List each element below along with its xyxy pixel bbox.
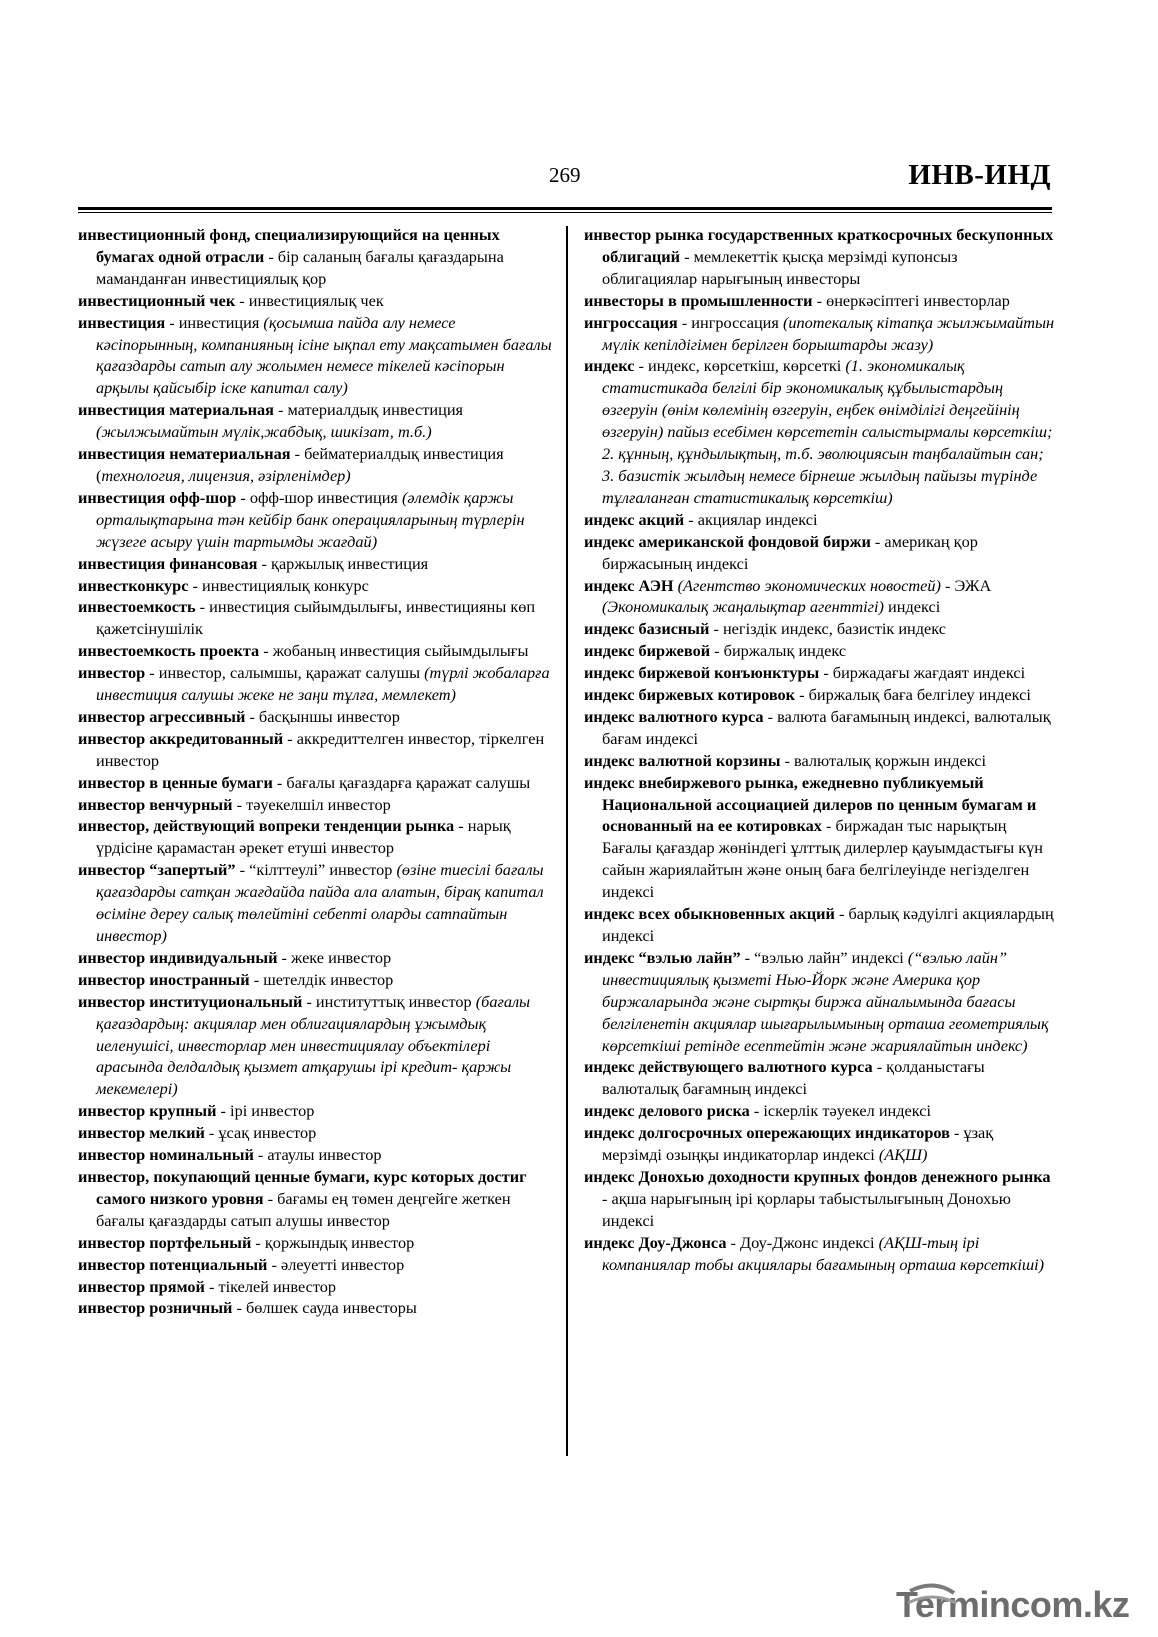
entry-definition: - бөлшек сауда инвесторы: [232, 1298, 417, 1318]
entry-definition: - мемлекеттік қысқа мерзімді купонсыз облигациялар нарығының инвесторы: [602, 246, 958, 288]
dictionary-entry: [78, 706, 553, 728]
entry-note: (“вэлью лайн” инвестициялық қызметі Нью-Йорк және Америка қор биржаларында және сыртқы биржа айналымында бағасы белгіленетін акциялар шығарылымының орташа геометриялық көрсеткіші ретінде есептейтін және жариялайтын индекс): [602, 947, 1049, 1055]
entry-definition: - жобаның инвестиция сыйымдылығы: [259, 641, 529, 661]
dictionary-entry: [78, 1122, 553, 1144]
entry-term: индекс действующего валютного курса: [584, 1057, 873, 1077]
entry-term: инвестор потенциальный: [78, 1254, 268, 1274]
entry-term: инвестиция финансовая: [78, 553, 258, 573]
entry-definition: - шетелдік инвестор: [249, 969, 394, 989]
entry-term: индекс долгосрочных опережающих индикаторов: [584, 1123, 950, 1143]
dictionary-entry: [78, 399, 553, 443]
entry-definition: - америкаң қор биржасының индексі: [602, 531, 978, 573]
dictionary-entry: [584, 224, 1056, 290]
entry-term: инвестор, покупающий ценные бумаги, курс которых достиг самого низкого уровня: [78, 1166, 527, 1208]
termincom-watermark: [896, 1581, 1130, 1629]
entry-term: инвестор, действующий вопреки тенденции рынка: [78, 816, 455, 836]
entry-term: инвестиционный фонд, специализирующийся на ценных бумагах одной отрасли: [78, 225, 500, 266]
entry-note: (АҚШ): [878, 1145, 928, 1165]
entry-note: (Агентство экономических новостей): [677, 575, 941, 595]
dictionary-entry: [584, 750, 1056, 772]
entry-definition: - жеке инвестор: [277, 947, 392, 967]
entry-term: инвестоемкость проекта: [78, 641, 260, 661]
entry-definition-end: индексі: [883, 597, 941, 617]
entry-term: инвестор розничный: [78, 1298, 233, 1318]
dictionary-entry: [584, 903, 1056, 947]
dictionary-entry: [78, 443, 553, 487]
dictionary-entry: [78, 794, 553, 816]
dictionary-entry: [78, 859, 553, 947]
entry-definition: - әлеуетті инвестор: [267, 1254, 405, 1274]
right-column: [584, 224, 1056, 1276]
entry-definition: - индекс, көрсеткіш, көрсеткі: [634, 356, 846, 376]
entry-definition: - негіздік индекс, базистік индекс: [709, 619, 947, 639]
entry-term: инвестор венчурный: [78, 794, 233, 814]
entry-term: индекс биржевой конъюнктуры: [584, 663, 820, 683]
entry-term: инвестор: [78, 663, 146, 683]
dictionary-entry: [78, 1166, 553, 1232]
dictionary-entry: [584, 662, 1056, 684]
entry-definition: - атаулы инвестор: [253, 1145, 382, 1165]
dictionary-entry: [78, 1297, 553, 1319]
entry-definition: - ұсақ инвестор: [204, 1123, 317, 1143]
entry-definition: - биржадағы жағдаят индексі: [819, 663, 1026, 683]
dictionary-entry: [584, 1122, 1056, 1166]
entry-definition: - басқыншы инвестор: [245, 706, 400, 726]
entry-term: индекс биржевой: [584, 641, 711, 661]
dictionary-entry: [584, 640, 1056, 662]
entry-term: инвестоемкость: [78, 597, 196, 617]
entry-term: индекс валютного курса: [584, 706, 764, 726]
entry-definition: - инвестициялық конкурс: [188, 575, 369, 595]
dictionary-entry: [584, 1056, 1056, 1100]
entry-note: технология, лицензия, әзірленімдер): [101, 465, 351, 485]
dictionary-entry: [584, 618, 1056, 640]
entry-term: индекс акций: [584, 509, 685, 529]
entry-term: инвесторы в промышленности: [584, 290, 813, 310]
entry-term: инвестор иностранный: [78, 969, 250, 989]
watermark-text: Termincom.kz: [896, 1584, 1130, 1625]
entry-term: инвестор агрессивный: [78, 706, 246, 726]
dictionary-entry: [78, 1254, 553, 1276]
entry-term: индекс всех обыкновенных акций: [584, 904, 835, 924]
dictionary-entry: [584, 684, 1056, 706]
dictionary-entry: [584, 1100, 1056, 1122]
dictionary-entry: [78, 640, 553, 662]
entry-term: инвестконкурс: [78, 575, 189, 595]
dictionary-entry: [78, 290, 553, 312]
entry-term: индекс Доу-Джонса: [584, 1232, 727, 1252]
entry-term: индекс “вэлью лайн”: [584, 947, 741, 967]
entry-definition: - институттық инвестор: [302, 991, 476, 1011]
dictionary-entry: [78, 947, 553, 969]
entry-term: индекс: [584, 356, 635, 376]
entry-definition: - іскерлік тәуекел индексі: [749, 1101, 932, 1121]
dictionary-entry: [78, 815, 553, 859]
entry-definition: - тікелей инвестор: [204, 1276, 337, 1296]
entry-definition: - қолданыстағы валюталық бағамның индексі: [602, 1057, 985, 1099]
entry-term: индекс базисный: [584, 619, 710, 639]
dictionary-entry: [78, 1276, 553, 1298]
header-rule-thick: [78, 207, 1052, 210]
entry-term: инвестор институциональный: [78, 991, 303, 1011]
entry-definition: - бағалы қағаздарға қаражат салушы: [272, 772, 531, 792]
entry-term: инвестиция материальная: [78, 400, 274, 420]
entry-definition: - аккредиттелген инвестор, тіркелген инвестор: [96, 728, 545, 770]
entry-term: инвестор в ценные бумаги: [78, 772, 273, 792]
entry-definition: - биржалық баға белгілеу индексі: [795, 685, 1031, 705]
column-divider: [566, 226, 568, 1456]
dictionary-entry: [584, 312, 1056, 356]
entry-term: индекс внебиржевого рынка, ежедневно публикуемый Национальной ассоциацией дилеров по ценным бумагам и основанный на ее котировках: [584, 772, 1037, 836]
entry-definition: - акциялар индексі: [684, 509, 818, 529]
entry-term: индекс валютной корзины: [584, 750, 781, 770]
entry-term: инвестиция офф-шор: [78, 487, 237, 507]
entry-definition: - нарық үрдісіне қарамастан әрекет етуші инвестор: [96, 816, 511, 858]
left-column: [78, 224, 553, 1319]
entry-term: инвестор “запертый”: [78, 860, 236, 880]
dictionary-entry: [78, 596, 553, 640]
entry-definition: - қаржылық инвестиция: [257, 553, 429, 573]
entry-term: индекс биржевых котировок: [584, 685, 796, 705]
dictionary-entry: [584, 575, 1056, 619]
entry-note: (1. экономикалық статистикада белгілі бір экономикалық құбылыстардың өзгеруін (өнім көлемінің өзгеруін, еңбек өнімділігі деңгейінің өзгеруін) пайыз есебімен көрсететін салыстырмалы көрсеткіш; 2. құнның, құндылықтың, т.б. эволюциясын таңбалайтын сан; 3. базистік жылдың немесе бірнеше жылдың пайызы түрінде тұлғаланған статистикалық көрсеткіш): [602, 356, 1053, 507]
entry-term: индекс АЭН: [584, 575, 678, 595]
dictionary-entry: [584, 1166, 1056, 1232]
entry-definition: - барлық кәдуілгі акциялардың индексі: [602, 904, 1054, 945]
dictionary-entry: [78, 991, 553, 1101]
dictionary-entry: [78, 575, 553, 597]
entry-definition: - бір саланың бағалы қағаздарына маманданған инвестициялық қор: [96, 246, 504, 288]
entry-definition: - инвестициялық чек: [235, 290, 384, 310]
entry-term: инвестор рынка государственных краткосрочных бескупонных облигаций: [584, 225, 1054, 266]
entry-definition: - валюталық қоржын индексі: [780, 750, 987, 770]
entry-term: инвестор индивидуальный: [78, 947, 278, 967]
entry-note: (түрлі жобаларға инвестиция салушы жеке не заңи тұлға, мемлекет): [96, 663, 550, 705]
dictionary-entry: [584, 290, 1056, 312]
entry-note: (жылжымайтын мүлік,жабдық, шикізат, т.б.): [96, 422, 432, 442]
entry-definition: - офф-шор инвестиция: [236, 487, 402, 507]
dictionary-entry: [78, 487, 553, 553]
entry-note: (бағалы қағаздардың: акциялар мен облигациялардың ұжымдық иеленушісі, инвесторлар мен инвестициялау объектілері арасында делдалдық қызмет атқарушы ірі кредит- қаржы мекемелері): [96, 991, 531, 1099]
entry-definition: - ұзақ мерзімді озыңқы индикаторлар индексі: [602, 1123, 994, 1165]
dictionary-entry: [584, 531, 1056, 575]
dictionary-entry: [78, 772, 553, 794]
entry-note: (өзіне тиесілі бағалы қағаздарды сатқан жағдайда пайда ала алатын, бірақ капитал өсіміне дереу салық төлейтіні себепті оларды сатпайтын инвестор): [96, 860, 544, 945]
dictionary-entry: [78, 728, 553, 772]
entry-definition: - биржалық индекс: [710, 641, 847, 661]
page-number: 269: [549, 163, 581, 187]
dictionary-entry: [78, 553, 553, 575]
entry-definition: - бағамы ең төмен деңгейге жеткен бағалы қағаздарды сатып алушы инвестор: [96, 1188, 511, 1230]
header-rule-thin: [78, 212, 1052, 213]
entry-definition: - инвестиция сыйымдылығы, инвестицияны көп қажетсінушілік: [96, 597, 536, 639]
entry-definition: - инвестор, салымшы, қаражат салушы: [145, 663, 425, 683]
entry-term: инвестор портфельный: [78, 1232, 252, 1252]
entry-definition-continued: - ЭЖА: [940, 575, 992, 595]
entry-definition: - биржадан тыс нарықтың Бағалы қағаздар жөніндегі ұлттық дилерлер қауымдастығы күн сайын жариялайтын және оның баға белгілеуінде негізделген индексі: [602, 816, 1043, 902]
entry-term: индекс делового риска: [584, 1101, 750, 1121]
entry-term: инвестиционный чек: [78, 290, 236, 310]
entry-term: инвестор мелкий: [78, 1123, 205, 1143]
dictionary-entry: [584, 509, 1056, 531]
dictionary-entry: [78, 1232, 553, 1254]
entry-term: индекс американской фондовой биржи: [584, 531, 871, 551]
entry-term: индекс Донохью доходности крупных фондов денежного рынка: [584, 1166, 1051, 1186]
entry-definition: - ингроссация: [677, 312, 783, 332]
entry-note: (АҚШ-тың ірі компаниялар тобы акциялары бағамының орташа көрсеткіші): [602, 1232, 1045, 1274]
entry-term: инвестор аккредитованный: [78, 728, 284, 748]
entry-note-continued: (Экономикалық жаңалықтар агенттігі): [602, 597, 884, 617]
entry-term: ингроссация: [584, 312, 678, 332]
dictionary-entry: [78, 969, 553, 991]
entry-definition: - валюта бағамының индексі, валюталық бағам индексі: [602, 706, 1051, 748]
dictionary-entry: [78, 1100, 553, 1122]
entry-note: (ипотекалық кітапқа жылжымайтын мүлік кепілдігімен берілген борыштарды жазу): [602, 312, 1055, 354]
entry-term: инвестор крупный: [78, 1101, 217, 1121]
entry-definition: - ақша нарығының ірі қорлары табыстылығының Донохью индексі: [602, 1188, 1011, 1230]
entry-term: инвестиция: [78, 312, 166, 332]
entry-definition: - ірі инвестор: [216, 1101, 315, 1121]
entry-term: инвестор прямой: [78, 1276, 205, 1296]
entry-definition: - “вэлью лайн” индексі: [740, 947, 908, 967]
dictionary-entry: [78, 312, 553, 400]
entry-definition: - инвестиция: [165, 312, 264, 332]
entry-definition: - бейматериалдық инвестиция (: [96, 444, 504, 485]
entry-definition: - материалдық инвестиция: [273, 400, 464, 420]
entry-definition: - тәуекелшіл инвестор: [232, 794, 391, 814]
dictionary-entry: [78, 1144, 553, 1166]
entry-term: инвестор номинальный: [78, 1145, 254, 1165]
entry-note: (әлемдік қаржы орталықтарына тән кейбір банк операцияларының түрлерін жүзеге асыру үшін тартымды жағдай): [96, 487, 525, 551]
dictionary-entry: [584, 1232, 1056, 1276]
dictionary-entry: [584, 355, 1056, 508]
entry-note: (қосымша пайда алу немесе кәсіпорынның, компанияның ісіне ықпал ету мақсатымен бағалы қағаздарды сатып алу жолымен немесе тікелей кәсіпорын арқылы қайсыбір іске капитал салу): [96, 312, 552, 398]
dictionary-entry: [78, 662, 553, 706]
dictionary-entry: [584, 706, 1056, 750]
entry-definition: - Доу-Джонс индексі: [726, 1232, 879, 1252]
dictionary-entry: [584, 947, 1056, 1057]
dictionary-entry: [584, 772, 1056, 903]
entry-definition: - қоржындық инвестор: [251, 1232, 415, 1252]
dictionary-entry: [78, 224, 553, 290]
entry-definition: - “кілттеулі” инвестор: [235, 860, 397, 880]
section-range-header: ИНВ-ИНД: [908, 159, 1051, 191]
entry-definition: - өнеркәсіптегі инвесторлар: [812, 290, 1010, 310]
entry-term: инвестиция нематериальная: [78, 444, 291, 464]
